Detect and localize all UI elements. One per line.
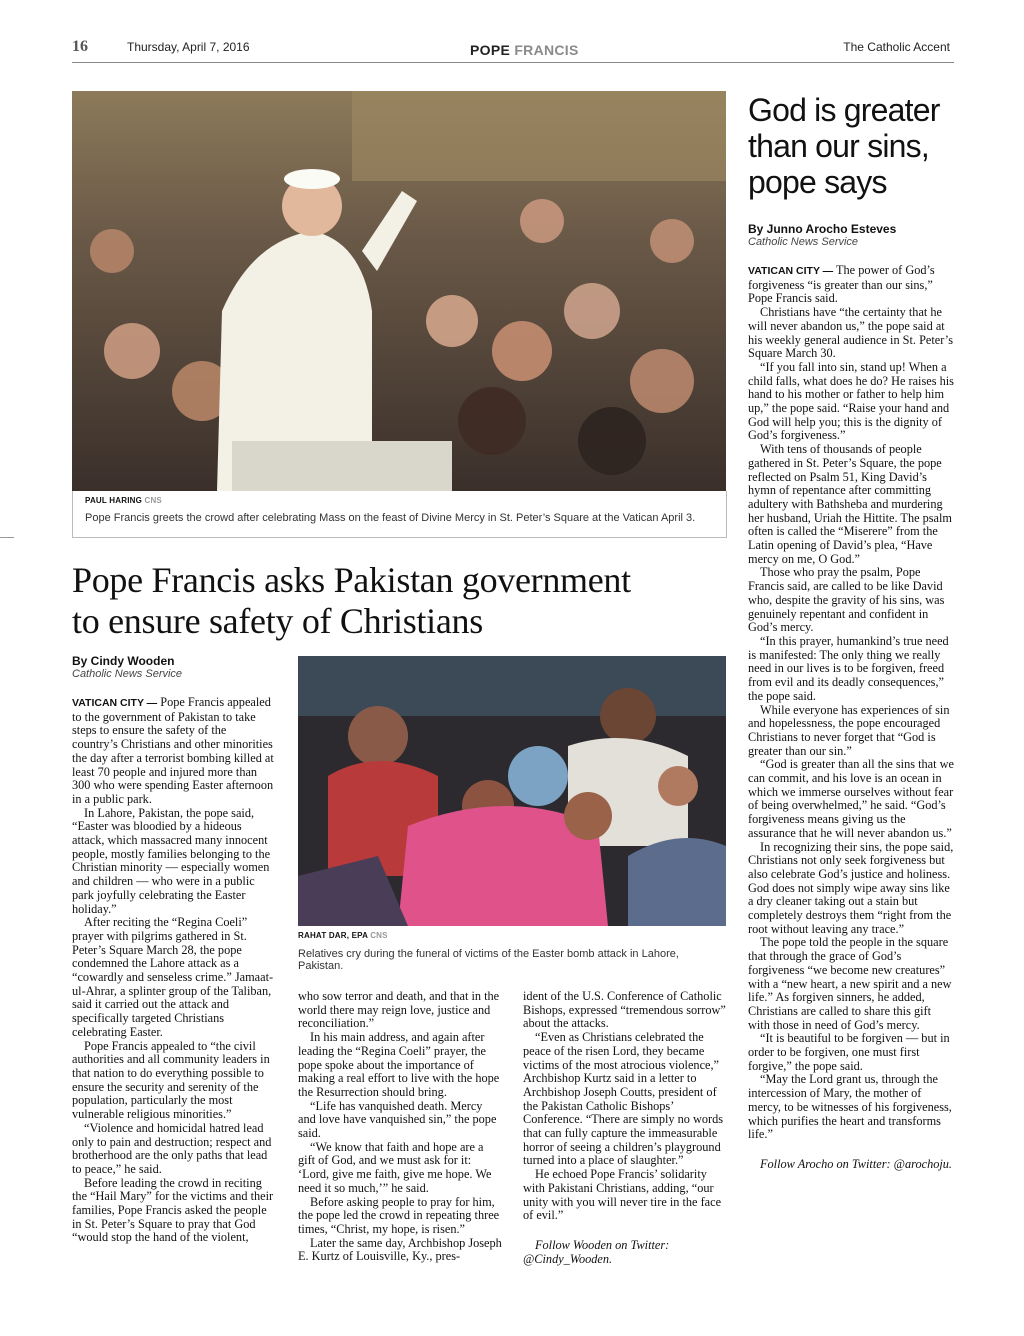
- photo1-credit-name: PAUL HARING: [85, 496, 143, 505]
- main-paragraph: “Violence and homicidal hatred lead only to pain and destruction; respect and brotherhood are the only paths that lead to peace,” he said.: [72, 1120, 272, 1176]
- side-headline-line2: than our sins,: [748, 128, 929, 164]
- section-title-light: FRANCIS: [514, 42, 579, 58]
- main-twitter-credit: Follow Wooden on Twitter: @Cindy_Wooden.: [523, 1237, 670, 1266]
- photo2-caption: Relatives cry during the funeral of victims of the Easter bomb attack in Lahore, Pakistan.: [298, 948, 679, 972]
- side-paragraph: Those who pray the psalm, Pope Francis said, are called to be like David who, despite the gravity of his sins, was genuinely repentant and confident in God’s mercy.: [748, 565, 945, 635]
- page-number: 16: [72, 38, 88, 55]
- main-dateline: VATICAN CITY —: [72, 697, 158, 709]
- side-byline-author: By Junno Arocho Esteves: [748, 222, 897, 236]
- main-story-column-1: [72, 696, 275, 1245]
- main-byline-author: By Cindy Wooden: [72, 654, 175, 668]
- side-paragraph: “May the Lord grant us, through the intercession of Mary, the mother of mercy, to be witnesses of his forgiveness, which purifies the heart and transforms life.”: [748, 1072, 952, 1142]
- photo1-credit-agency: CNS: [144, 496, 162, 505]
- side-paragraph: “If you fall into sin, stand up! When a child falls, what does he do? He raises his hand to his mother or father to help him up,” the pope said. “Raise your hand and God will help you; this is the dignity of God’s forgiveness.”: [748, 359, 954, 443]
- photo1-credit: [85, 496, 162, 505]
- side-lead-text: The power of God’s forgiveness “is greater than our sins,” Pope Francis said.: [748, 263, 935, 306]
- side-byline: [748, 222, 958, 248]
- main-paragraph: “Even as Christians celebrated the peace of the risen Lord, they became victims of the most atrocious violence,” Archbishop Kurtz said in a letter to Archbishop Joseph Coutts, president of the Pakistan Catholic Bishops’ Conference. “There are simply no words that can fully capture the immeasurable horror of seeing a children’s playground turned into a place of slaughter.”: [523, 1030, 724, 1168]
- main-headline: [72, 560, 732, 642]
- side-paragraph: Christians have “the certainty that he will never abandon us,” the pope said at his weekly general audience in St. Peter’s Square March 30.: [748, 305, 954, 361]
- main-headline-line2: to ensure safety of Christians: [72, 601, 483, 641]
- pope-greeting-photo: [72, 91, 726, 491]
- main-lead-paragraph: [72, 696, 275, 807]
- main-paragraph: Before asking people to pray for him, the pope led the crowd in repeating three times, “Christ, my hope, is risen.”: [298, 1194, 500, 1236]
- side-paragraph: In recognizing their sins, the pope said, Christians not only seek forgiveness but also celebrate God’s justice and holiness. God does not simply wipe away sins like a dry cleaner taking out a stain but completely destroys them “right from the root without leaving any trace.”: [748, 839, 954, 936]
- main-paragraph: “We know that faith and hope are a gift of God, and we must ask for it: ‘Lord, give me faith, give me hope. We need it so much,’” he said.: [298, 1139, 492, 1195]
- photo2-credit: [298, 931, 388, 940]
- main-paragraph: Before leading the crowd in reciting the “Hail Mary” for the victims and their families, Pope Francis asked the people in St. Peter’s Square to pray that God “would stop the hand of the violent,: [72, 1175, 274, 1245]
- side-headline-line1: God is greater: [748, 92, 940, 128]
- lahore-funeral-photo: [298, 656, 726, 926]
- main-paragraph: Pope Francis appealed to “the civil authorities and all community leaders in that nation to do everything possible to ensure the security and serenity of the population, particularly the most vulnerable religious minorities.”: [72, 1038, 270, 1122]
- main-paragraph: “Life has vanquished death. Mercy and love have vanquished sin,” the pope said.: [298, 1098, 497, 1141]
- side-lead-paragraph: [748, 264, 954, 306]
- side-paragraph: With tens of thousands of people gathered in St. Peter’s Square, the pope reflected on Psalm 51, King David’s hymn of repentance after committing adultery with Bathsheba and murdering her husband, Uriah the Hittite. The psalm often is called the “Miserere” from the Latin opening of David’s plea, “Have mercy on me, O God.”: [748, 442, 952, 566]
- main-paragraph: Later the same day, Archbishop Joseph E. Kurtz of Louisville, Ky., pres-: [298, 1235, 502, 1264]
- publication-name: The Catholic Accent: [843, 40, 950, 54]
- side-headline-line3: pope says: [748, 164, 887, 200]
- photo2-credit-agency: CNS: [370, 931, 388, 940]
- side-paragraph: The pope told the people in the square that through the grace of God’s forgiveness “we become new creatures” with a “new heart, a new spirit and a new life.” As forgiven sinners, he added, Christians are called to share this gift with those in need of God’s mercy.: [748, 935, 952, 1032]
- side-paragraph: While everyone has experiences of sin and hopelessness, the pope encouraged Christians to never forget that “God is greater than our sin.”: [748, 702, 950, 758]
- side-byline-agency: Catholic News Service: [748, 236, 859, 248]
- main-paragraph: In Lahore, Pakistan, the pope said, “Easter was bloodied by a hideous attack, which massacred many innocent people, mostly families belonging to the Christian minority — especially women and children — who were in a public park joyfully celebrating the Easter holiday.”: [72, 805, 271, 916]
- issue-date: Thursday, April 7, 2016: [127, 40, 250, 54]
- side-paragraph: “In this prayer, humankind’s true need is manifested: The only thing we really need in our lives is to be forgiven, freed from evil and its deadly consequences,” the pope said.: [748, 633, 949, 703]
- main-paragraph: He echoed Pope Francis’ solidarity with Pakistani Christians, adding, “our unity with you will never tire in the face of evil.”: [523, 1167, 722, 1223]
- main-byline: [72, 654, 282, 680]
- side-paragraph: “It is beautiful to be forgiven — but in order to be forgiven, one must first forgive,” the pope said.: [748, 1031, 950, 1073]
- side-headline: [748, 92, 958, 200]
- main-paragraph: After reciting the “Regina Coeli” prayer with pilgrims gathered in St. Peter’s Square March 28, the pope condemned the Lahore attack as a “cowardly and senseless crime.” Jamaat-ul-Ahrar, a splinter group of the Taliban, said it carried out the attack and specifically targeted Christians celebrating Easter.: [72, 915, 274, 1039]
- main-paragraph: ident of the U.S. Conference of Catholic Bishops, expressed “tremendous sorrow” about the attacks.: [523, 989, 726, 1031]
- section-title: [470, 42, 579, 58]
- main-paragraph: who sow terror and death, and that in the world there may reign love, justice and reconciliation.”: [298, 989, 500, 1031]
- photo1-caption: Pope Francis greets the crowd after celebrating Mass on the feast of Divine Mercy in St. Peter’s Square at the Vatican April 3.: [85, 512, 696, 524]
- header-rule: [72, 62, 954, 63]
- main-lead-text: Pope Francis appealed to the government of Pakistan to take steps to ensure the safety of the country’s Christians and other minorities the day after a terrorist bombing killed at least 70 people and injured more than 300 who were spending Easter afternoon in a public park.: [72, 695, 274, 806]
- main-paragraph: In his main address, and again after leading the “Regina Coeli” prayer, the pope spoke about the importance of making a real effort to live with the hope the Resurrection should bring.: [298, 1030, 500, 1099]
- section-title-bold: POPE: [470, 42, 511, 58]
- main-story-column-3: [523, 990, 726, 1266]
- main-byline-agency: Catholic News Service: [72, 668, 183, 680]
- side-twitter-credit: Follow Arocho on Twitter: @arochoju.: [760, 1157, 953, 1171]
- side-story-column: [748, 264, 954, 1172]
- main-headline-line1: Pope Francis asks Pakistan government: [72, 560, 631, 600]
- margin-tick: [0, 537, 14, 538]
- side-paragraph: “God is greater than all the sins that we can commit, and his love is an ocean in which we immerse ourselves without fear of being overwhelmed,” he said. “God’s forgiveness means giving us the assurance that he will never abandon us.”: [748, 757, 954, 840]
- main-story-column-2: [298, 990, 503, 1264]
- side-dateline: VATICAN CITY —: [748, 265, 834, 277]
- photo2-credit-name: RAHAT DAR, EPA: [298, 931, 368, 940]
